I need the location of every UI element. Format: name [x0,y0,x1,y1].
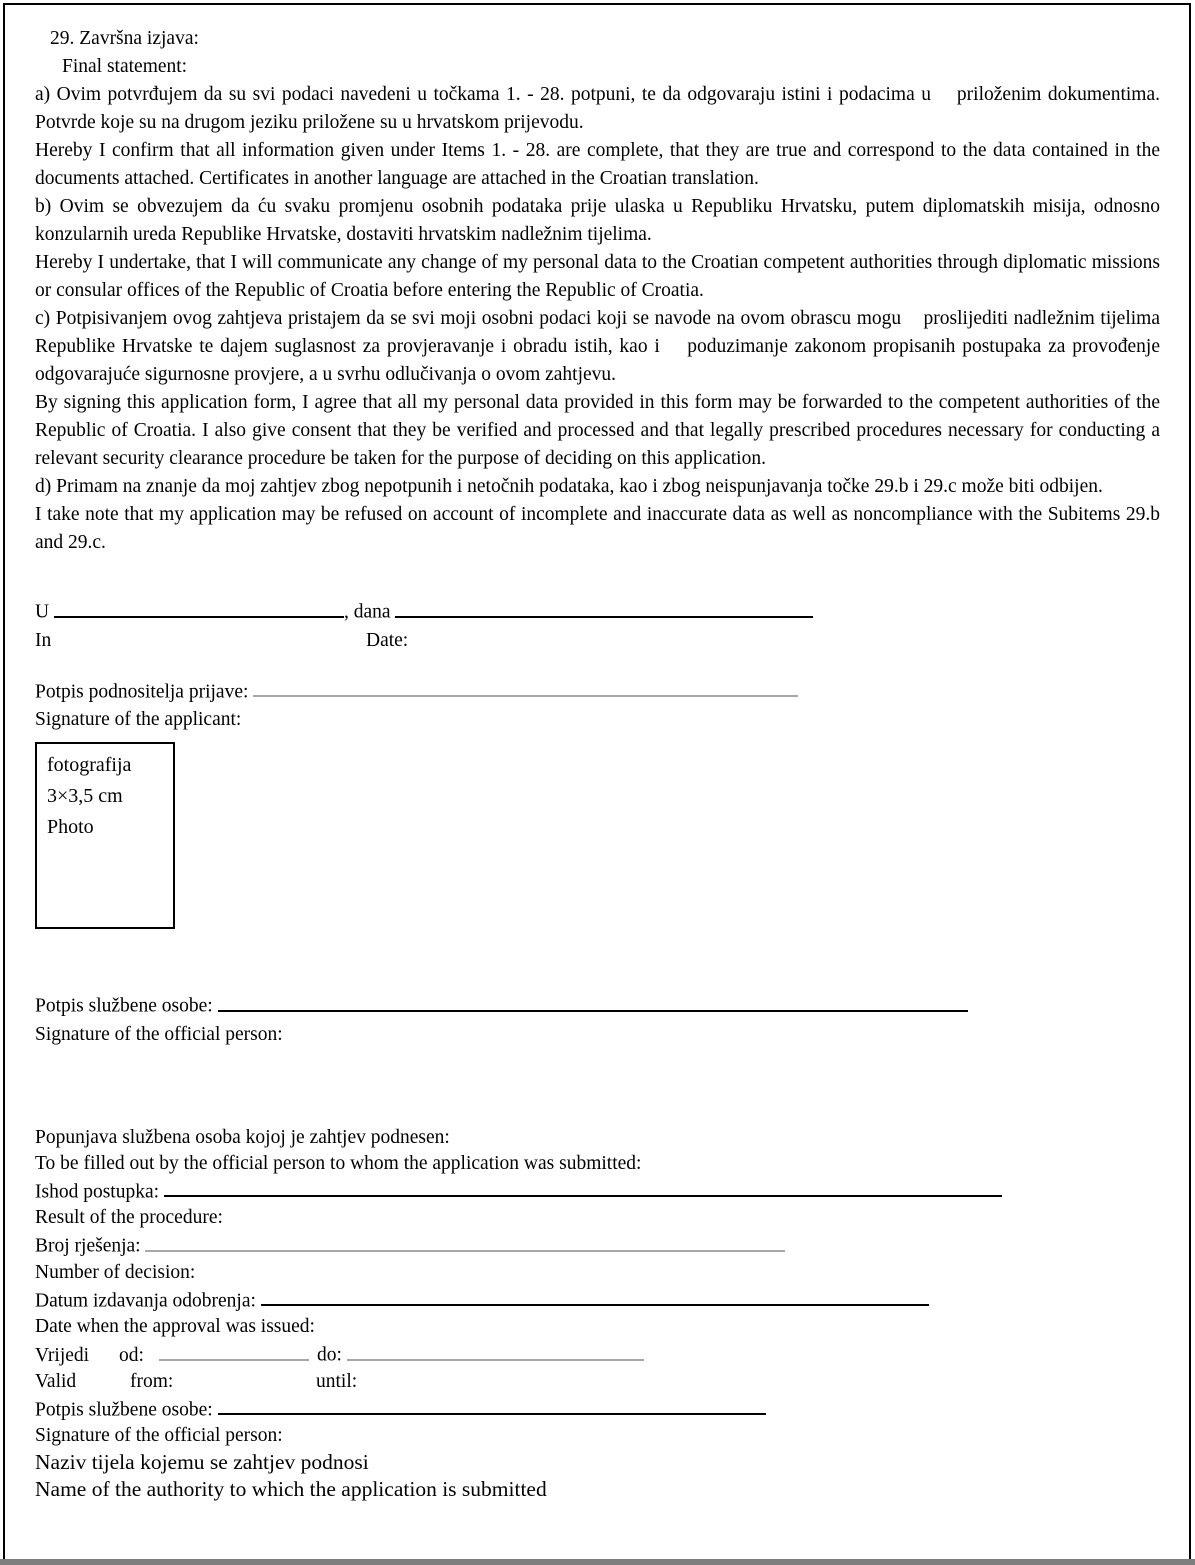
official-signature-label-en-2: Signature of the official person: [35,1425,283,1447]
decision-row [35,1231,1160,1260]
applicant-signature-label-hr: Potpis podnositelja prijave: [35,681,249,703]
valid-row-en [35,1369,1160,1395]
result-label-hr: Ishod postupka: [35,1181,160,1203]
result-blank-line [164,1177,1002,1198]
official-section-header-hr: Popunjava služb​ena osoba kojoj je zahtjev podnesen: [35,1126,450,1148]
photo-box [35,742,175,929]
statement-paragraph-a-hr: a) Ovim potvrđujem da su svi podaci navedeni u točkama 1. - 28. potpuni, te da odgovaraju istini i podacima u priloženim dokumentima. Potvrde koje su na drugom jeziku priložene su u hrvatskom prijevodu. [35,84,1160,133]
statement-paragraph-c-en: By signing this application form, I agree that all my personal data provided in this form may be forwarded to the competent authorities of the Republic of Croatia. I also give consent that they be verified and processed and that legally prescribed procedures necessary for conducting a relevant security clearance procedure be taken for the purpose of deciding on this application. [35,392,1160,469]
valid-from-blank-line [159,1340,309,1361]
authority-label-en: Name of the authority to which the application is submitted [35,1477,547,1502]
decision-blank-line [145,1231,785,1252]
statement-paragraph-a-en: Hereby I confirm that all information given under Items 1. - 28. are complete, that they are true and correspond to the data contained in the documents attached. Certificates in another language are attached in the Croatian translation. [35,140,1160,189]
photo-box-line-1: fotografija [47,754,132,777]
official-signature-label-hr: Potpis službene osobe: [35,995,213,1017]
valid-until-label-en: until: [316,1370,358,1392]
place-date-row-en [35,627,1160,655]
document-page [3,3,1191,1565]
result-row [35,1177,1160,1206]
official-signature-row-1 [35,991,1160,1021]
place-date-row [35,597,1160,627]
valid-from-label-hr: od: [119,1344,144,1366]
photo-box-line-2: 3×3,5 cm [47,785,123,808]
official-signature-row-2 [35,1395,1160,1424]
approval-date-label-hr: Datum izdavanja odobrenja: [35,1290,256,1312]
decision-label-hr: Broj rješenja: [35,1235,141,1257]
place-label-hr: U [35,601,50,623]
valid-until-label-hr: do: [317,1344,342,1366]
authority-label-hr: Naziv tijela kojemu se zahtjev podnosi [35,1450,369,1475]
place-label-en: In [35,629,52,651]
applicant-signature-row [35,677,1160,707]
valid-label-hr: Vrijedi [35,1344,90,1366]
statement-paragraph-b-hr: b) Ovim se obvezujem da ću svaku promjenu osobnih podataka prije ulaska u Republiku Hrvatsku, putem diplomatskih misija, odnosno konzularnih ureda Republike Hrvatske, dostaviti hrvatskim nadležnim tijelima. [35,196,1160,245]
valid-from-label-en: from: [130,1370,174,1392]
photo-box-line-3: Photo [47,816,94,839]
date-label-en: Date: [366,629,409,651]
approval-date-row [35,1286,1160,1315]
result-label-en: Result of the procedure: [35,1207,223,1229]
item-29-title-hr: 29. Završna izjava: [50,28,199,49]
official-signature-blank-line-1 [218,991,968,1012]
valid-until-blank-line [347,1340,644,1361]
statement-paragraph-d-en: I take note that my application may be refused on account of incomplete and inaccurate data as well as noncompliance with the Subitems 29.b and 29.c. [35,504,1160,553]
official-signature-label-en-1: Signature of the official person: [35,1023,283,1045]
date-label-hr: , dana [343,601,391,623]
approval-date-blank-line [261,1286,929,1307]
applicant-signature-label-en: Signature of the applicant: [35,709,242,731]
official-signature-blank-line-2 [218,1395,766,1416]
decision-label-en: Number of decision: [35,1261,196,1283]
approval-date-label-en: Date when the approval was issued: [35,1316,315,1338]
official-signature-label-hr-2: Potpis službene osobe: [35,1399,213,1421]
place-blank-line [54,597,344,618]
official-section-header-en: To be filled out by the official person to whom the application was submitted: [35,1152,642,1174]
valid-label-en: Valid [35,1370,77,1392]
item-29-title-en: Final statement: [62,56,188,77]
valid-row-hr [35,1340,1160,1369]
statement-paragraph-d-hr: d) Primam na znanje da moj zahtjev zbog nepotpunih i netočnih podataka, kao i zbog neispunjavanja točke 29.b i 29.c može biti odbijen. [35,476,1103,497]
statement-paragraph-b-en: Hereby I undertake, that I will communicate any change of my personal data to the Croatian competent authorities through diplomatic missions or consular offices of the Republic of Croatia before entering the Republic of Croatia. [35,252,1160,301]
applicant-signature-blank-line [253,677,798,698]
statement-paragraph-c-hr: c) Potpisivanjem ovog zahtjeva pristajem da se svi moji osobni podaci koji se navode na ovom obrascu mogu proslijediti nadležnim tijelima Republike Hrvatske te dajem suglasnost za provjeravanje i obradu istih, kao i poduzimanje zakonom propisanih postupaka za provođenje odgovarajuće sigurnosne provjere, a u svrhu odlučivanja o ovom zahtjevu. [35,308,1160,385]
date-blank-line [395,597,813,618]
bottom-scrollbar-strip [0,1559,1195,1565]
